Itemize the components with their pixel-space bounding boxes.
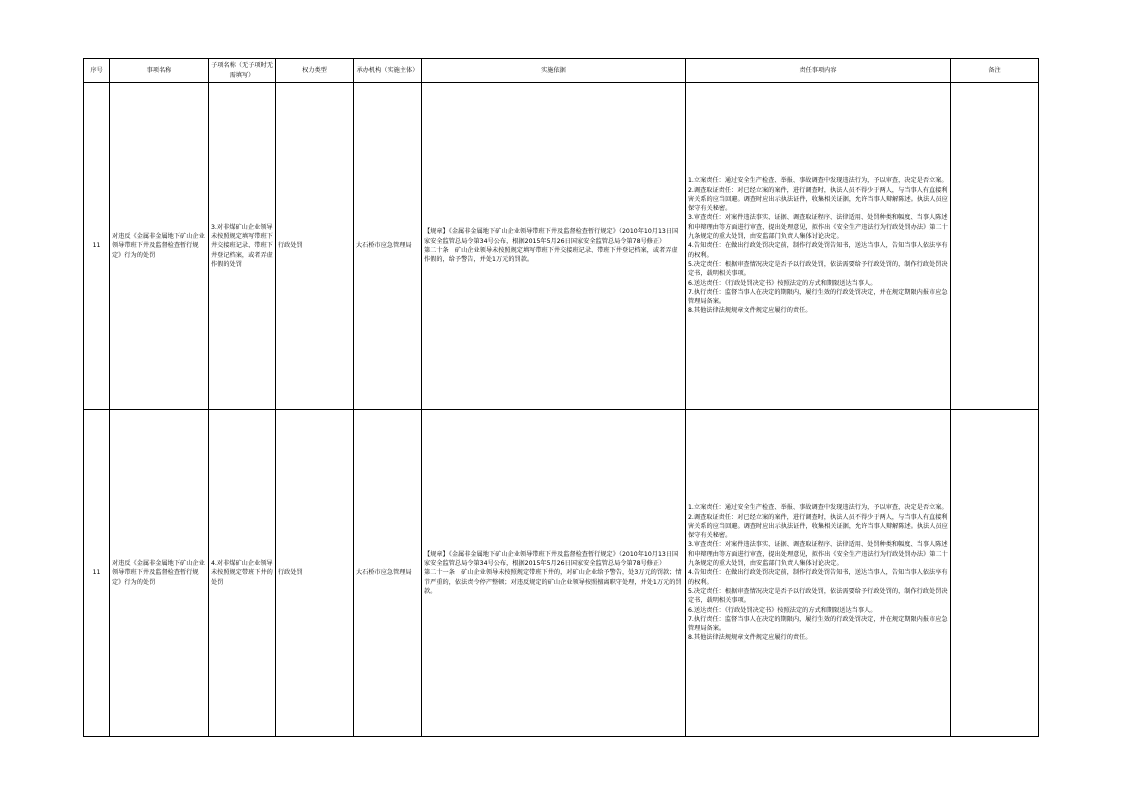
responsibility-item: 1.立案责任：通过安全生产检查、举报、事故调查中发现违法行为，予以审查，决定是否立案。 xyxy=(688,177,948,185)
header-responsibility: 责任事项内容 xyxy=(686,59,951,83)
header-row xyxy=(84,59,1039,83)
basis-paragraph: 第二十一条 矿山企业领导未按照规定带班下井的，对矿山企业给予警告，处3万元的罚款；情节严重的，依法责令停产整顿；对违反规定的矿山企业领导按照擅离职守处理，并处1万元的罚款。 xyxy=(424,569,682,595)
responsibility-item: 7.执行责任：监督当事人在决定的期限内，履行生效的行政处罚决定，并在规定期限内报市应急管理局备案。 xyxy=(688,288,948,306)
row-responsibility xyxy=(686,83,951,410)
basis-paragraph: 【规章】《金属非金属地下矿山企业领导带班下井及监督检查暂行规定》（2010年10月13日国家安全监管总局令第34号公布，根据2015年5月26日国家安全监管总局令第78号修正） xyxy=(424,550,679,568)
header-power-type: 权力类型 xyxy=(276,59,354,83)
row-remarks xyxy=(951,83,1039,410)
responsibility-item: 5.决定责任：根据审查情况决定是否予以行政处罚，依法需要给予行政处罚的，制作行政处罚决定书，载明相关事项。 xyxy=(688,587,948,605)
table-row xyxy=(84,83,1039,410)
header-remarks: 备注 xyxy=(951,59,1039,83)
responsibility-item: 7.执行责任：监督当事人在决定的期限内，履行生效的行政处罚决定，并在规定期限内报市应急管理局备案。 xyxy=(688,615,948,633)
responsibility-table xyxy=(83,58,1039,737)
row-item-name: 对违反《金属非金属地下矿山企业领导带班下井及监督检查暂行规定》行为的处罚 xyxy=(110,410,209,737)
header-item-name: 事项名称 xyxy=(110,59,209,83)
responsibility-item: 6.送达责任：《行政处罚决定书》按照法定的方式和期限送达当事人。 xyxy=(688,279,877,287)
row-basis xyxy=(422,410,686,737)
responsibility-item: 5.决定责任：根据审查情况决定是否予以行政处罚，依法需要给予行政处罚的，制作行政处罚决定书，载明相关事项。 xyxy=(688,260,948,278)
responsibility-item: 6.送达责任：《行政处罚决定书》按照法定的方式和期限送达当事人。 xyxy=(688,606,877,614)
row-remarks xyxy=(951,410,1039,737)
responsibility-item: 2.调查取证责任：对已经立案的案件，进行调查时，执法人员不得少于两人，与当事人有直接利害关系的应当回避。调查时应出示执法证件，收集相关证据，允许当事人辩解陈述。执法人员应保守有关秘密。 xyxy=(688,186,948,213)
basis-paragraph: 【规章】《金属非金属地下矿山企业领导带班下井及监督检查暂行规定》（2010年10月13日国家安全监管总局令第34号公布，根据2015年5月26日国家安全监管总局令第78号修正） xyxy=(424,228,679,245)
row-power-type: 行政处罚 xyxy=(276,83,354,410)
table-row xyxy=(84,410,1039,737)
row-responsibility xyxy=(686,410,951,737)
responsibility-item: 8.其他法律法规规章文件规定应履行的责任。 xyxy=(688,634,812,642)
row-agency: 大石桥市应急管理局 xyxy=(354,410,422,737)
row-basis xyxy=(422,83,686,410)
responsibility-item: 3.审查责任：对案件违法事实、证据、调查取证程序、法律适用、处罚种类和幅度、当事人陈述和申辩理由等方面进行审查，提出处理意见，拟作出《安全生产违法行为行政处罚办法》第二十九条规定的重大处罚，由安监部门负责人集体讨论决定。 xyxy=(688,214,948,241)
row-item-name: 对违反《金属非金属地下矿山企业领导带班下井及监督检查暂行规定》行为的处罚 xyxy=(110,83,209,410)
basis-paragraph: 第二十条 矿山企业领导未按照规定填写带班下井交接班记录、带班下井登记档案，或者弄虚作假的，给予警告，并处1万元的罚款。 xyxy=(424,247,678,264)
row-seq: 11 xyxy=(84,83,110,410)
header-basis: 实施依据 xyxy=(422,59,686,83)
responsibility-item: 4.告知责任：在做出行政处罚决定前，制作行政处罚告知书，送达当事人，告知当事人依法享有的权利。 xyxy=(688,569,948,586)
responsibility-item: 1.立案责任：通过安全生产检查、举报、事故调查中发现违法行为，予以审查，决定是否立案。 xyxy=(688,504,948,512)
row-seq: 11 xyxy=(84,410,110,737)
row-power-type: 行政处罚 xyxy=(276,410,354,737)
header-sub-item: 子项名称（无子项时无需填写） xyxy=(209,59,276,83)
row-sub-item: 4.对非煤矿山企业领导未按照规定带班下井的处罚 xyxy=(209,410,276,737)
responsibility-item: 4.告知责任：在做出行政处罚决定前，制作行政处罚告知书，送达当事人，告知当事人依法享有的权利。 xyxy=(688,242,948,259)
responsibility-item: 2.调查取证责任：对已经立案的案件，进行调查时，执法人员不得少于两人，与当事人有直接利害关系的应当回避。调查时应出示执法证件，收集相关证据，允许当事人辩解陈述。执法人员应保守有关秘密。 xyxy=(688,513,948,540)
responsibility-item: 3.审查责任：对案件违法事实、证据、调查取证程序、法律适用、处罚种类和幅度、当事人陈述和申辩理由等方面进行审查，提出处理意见，拟作出《安全生产违法行为行政处罚办法》第二十九条规定的重大处罚，由安监部门负责人集体讨论决定。 xyxy=(688,541,948,568)
row-agency: 大石桥市应急管理局 xyxy=(354,83,422,410)
row-sub-item: 3.对非煤矿山企业领导未按照规定填写带班下井交接班记录、带班下井登记档案，或者弄虚作假的处罚 xyxy=(209,83,276,410)
header-agency: 承办机构（实施主体） xyxy=(354,59,422,83)
responsibility-item: 8.其他法律法规规章文件规定应履行的责任。 xyxy=(688,307,812,315)
header-seq: 序号 xyxy=(84,59,110,83)
